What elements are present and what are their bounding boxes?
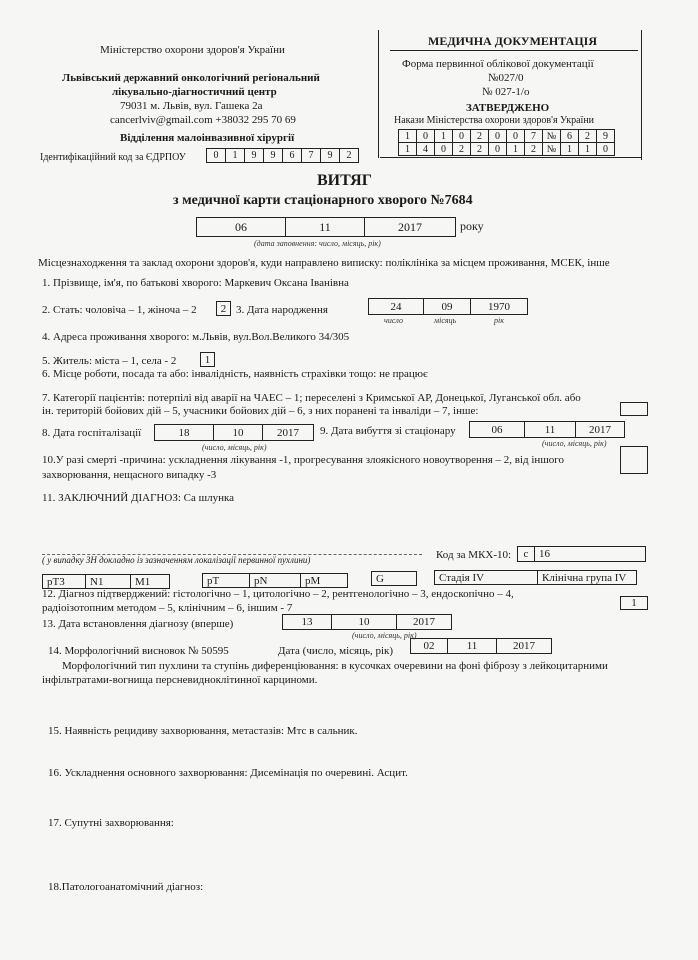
field-9-discharge: 9. Дата вибуття зі стаціонару (320, 425, 456, 437)
order-cell: 2 (470, 129, 489, 143)
fill-date-month: 11 (285, 217, 365, 237)
order-cell: 9 (596, 129, 615, 143)
med-doc-title: МЕДИЧНА ДОКУМЕНТАЦІЯ (428, 34, 597, 48)
field-18-pathology: 18.Патологоанатомічний діагноз: (48, 881, 204, 893)
fill-date-day: 06 (196, 217, 286, 237)
doc-title: ВИТЯГ (317, 172, 372, 189)
hosp-caption: (число, місяць, рік) (202, 443, 267, 452)
cap-year: рік (494, 316, 504, 325)
morph-text-line2: інфільтратами-вогнища персневидноклітинної карциноми. (42, 674, 318, 686)
clinical-group-box: Клінічна група IV (537, 570, 637, 585)
disch-month: 11 (524, 421, 576, 438)
field-5-resident: 5. Житель: міста – 1, села - 2 (42, 355, 177, 367)
field-1-name: 1. Прізвище, ім'я, по батькові хворого: Маркевич Оксана Іванівна (42, 277, 349, 289)
edrpou-label: Ідентифікаційний код за ЄДРПОУ (40, 152, 186, 163)
org-address: 79031 м. Львів, вул. Гашека 2а (120, 100, 263, 112)
order-cell: 1 (578, 142, 597, 156)
field-10-line2: захворювання, нещасного випадку -3 (42, 469, 217, 481)
disch-caption: (число, місяць, рік) (542, 439, 607, 448)
edrpou-digit: 9 (263, 148, 283, 163)
order-cell: 6 (560, 129, 579, 143)
field-15-relapse: 15. Наявність рецидиву захворювання, метастазів: Мтс в сальник. (48, 725, 358, 737)
field-16-complications: 16. Ускладнення основного захворювання: Дисемінація по очеревині. Асцит. (48, 767, 408, 779)
field-12-line1: 12. Діагноз підтверджений: гістологічно – 1, цитологічно – 2, рентгенологічно – 3, ендоскопічно – 4, (42, 588, 514, 600)
order-cell: 2 (452, 142, 471, 156)
order-row-1 (398, 129, 615, 143)
edrpou-digit: 2 (339, 148, 359, 163)
diag-year: 2017 (396, 614, 452, 630)
org-name-line2: лікувально-діагностичний центр (112, 86, 277, 98)
death-cause-box (620, 446, 648, 474)
approved-label: ЗАТВЕРДЖЕНО (466, 102, 550, 114)
morph-year: 2017 (496, 638, 552, 654)
fill-date-year: 2017 (364, 217, 456, 237)
form-number-2: № 027-1/о (482, 86, 530, 98)
order-cell: 0 (596, 142, 615, 156)
order-cell: 2 (524, 142, 543, 156)
order-cell: № (542, 129, 561, 143)
ministry-name: Міністерство охорони здоров'я України (100, 44, 285, 56)
edrpou-digit: 1 (225, 148, 245, 163)
field-17-comorbidities: 17. Супутні захворювання: (48, 817, 174, 829)
med-doc-underline (390, 50, 638, 51)
cap-day: число (384, 316, 403, 325)
diag-caption: (число, місяць, рік) (352, 631, 417, 640)
stage-box: Стадія IV (434, 570, 538, 585)
tnm-G: G (371, 571, 417, 586)
edrpou-digit: 9 (244, 148, 264, 163)
disch-day: 06 (469, 421, 525, 438)
header-bottom-line (380, 157, 642, 158)
orders-label: Накази Міністерства охорони здоров'я України (394, 115, 595, 126)
morph-month: 11 (447, 638, 497, 654)
hosp-year: 2017 (262, 424, 314, 441)
confirmation-value: 1 (620, 596, 648, 610)
org-name-line1: Львівський державний онкологічний регіональний (62, 72, 320, 84)
edrpou-digit: 0 (206, 148, 226, 163)
birth-month: 09 (423, 298, 471, 315)
tnm-pT: pT (202, 573, 250, 588)
diag-month: 10 (331, 614, 397, 630)
doc-subtitle: з медичної карти стаціонарного хворого №7684 (173, 193, 473, 208)
mkx-code: 16 (534, 546, 646, 562)
field-3-birthdate: 3. Дата народження (236, 304, 328, 316)
tnm-M1: M1 (130, 574, 170, 589)
morph-day: 02 (410, 638, 448, 654)
resident-value: 1 (200, 352, 215, 367)
header-divider (378, 30, 379, 158)
field-4-address: 4. Адреса проживання хворого: м.Львів, вул.Вол.Великого 34/305 (42, 331, 350, 343)
hosp-day: 18 (154, 424, 214, 441)
mkx-letter: с (517, 546, 535, 562)
department-name: Відділення малоінвазивної хірургії (120, 132, 295, 144)
disch-year: 2017 (575, 421, 625, 438)
localization-caption: ( у випадку ЗН докладно із зазначенням локалізації первинної пухлини) (42, 555, 311, 565)
order-cell: 1 (506, 142, 525, 156)
fill-date-caption: (дата заповнення: число, місяць, рік) (254, 239, 381, 248)
edrpou-digit: 7 (301, 148, 321, 163)
cap-month: місяць (434, 316, 457, 325)
hosp-month: 10 (213, 424, 263, 441)
field-6-work: 6. Місце роботи, посада та або: інвалідність, наявність страхівки тощо: не працює (42, 368, 428, 380)
order-cell: 1 (560, 142, 579, 156)
order-row-2 (398, 142, 615, 156)
field-2-sex: 2. Стать: чоловіча – 1, жіноча – 2 (42, 304, 197, 316)
field-7-line2: ін. територій бойових дій – 5, учасники бойових дій – 6, з них поранені та інваліди – 7, інше: (42, 405, 479, 417)
order-cell: 4 (416, 142, 435, 156)
morph-text-line1: Морфологічний тип пухлини та ступінь диференціювання: в кусочках очеревини на фоні фіброзу з лейкоцитарними (62, 660, 608, 672)
order-cell: 0 (506, 129, 525, 143)
field-14-morph: 14. Морфологічний висновок № 50595 (48, 645, 229, 657)
tnm-pM: pM (300, 573, 348, 588)
mkx-label: Код за МКХ-10: (436, 549, 512, 561)
order-cell: 0 (488, 129, 507, 143)
field-7-line1: 7. Категорії пацієнтів: потерпілі від аварії на ЧАЕС – 1; переселені з Кримської АР, Донецької, Луганської обл. або (42, 392, 581, 404)
category-box (620, 402, 648, 416)
tnm-N1: N1 (85, 574, 131, 589)
order-cell: 1 (398, 142, 417, 156)
diag-day: 13 (282, 614, 332, 630)
order-cell: 2 (578, 129, 597, 143)
field-8-hospitalization: 8. Дата госпіталізації (42, 427, 142, 439)
tnm-pT3: pT3 (42, 574, 86, 589)
order-cell: 0 (434, 142, 453, 156)
order-cell: 1 (398, 129, 417, 143)
edrpou-code (206, 148, 359, 163)
order-cell: № (542, 142, 561, 156)
edrpou-digit: 6 (282, 148, 302, 163)
field-10-line1: 10.У разі смерті -причина: ускладнення лікування -1, прогресування злоякісного новоутворення – 2, від іншого (42, 454, 565, 466)
order-cell: 0 (488, 142, 507, 156)
birth-year: 1970 (470, 298, 528, 315)
edrpou-digit: 9 (320, 148, 340, 163)
field-11-diagnosis: 11. ЗАКЛЮЧНИЙ ДІАГНОЗ: Са шлунка (42, 492, 235, 504)
field-13-diag-date: 13. Дата встановлення діагнозу (вперше) (42, 618, 234, 630)
order-cell: 0 (416, 129, 435, 143)
year-suffix: року (460, 219, 484, 233)
birth-day: 24 (368, 298, 424, 315)
right-margin-line (641, 30, 642, 160)
field-14-date-label: Дата (число, місяць, рік) (278, 645, 394, 657)
order-cell: 1 (434, 129, 453, 143)
form-line: Форма первинної облікової документації (402, 58, 594, 70)
sex-value: 2 (216, 301, 231, 316)
order-cell: 2 (470, 142, 489, 156)
order-cell: 7 (524, 129, 543, 143)
order-cell: 0 (452, 129, 471, 143)
field-12-line2: радіоізотопним методом – 5, клінічним – 6, іншим - 7 (42, 602, 293, 614)
tnm-pN: pN (249, 573, 301, 588)
destination-line: Місцезнаходження та заклад охорони здоров'я, куди направлено виписку: поліклініка за місцем проживання, МСЕК, інше (38, 257, 610, 269)
org-contacts: cancerlviv@gmail.com +38032 295 70 69 (110, 114, 296, 126)
form-number: №027/0 (488, 72, 524, 84)
